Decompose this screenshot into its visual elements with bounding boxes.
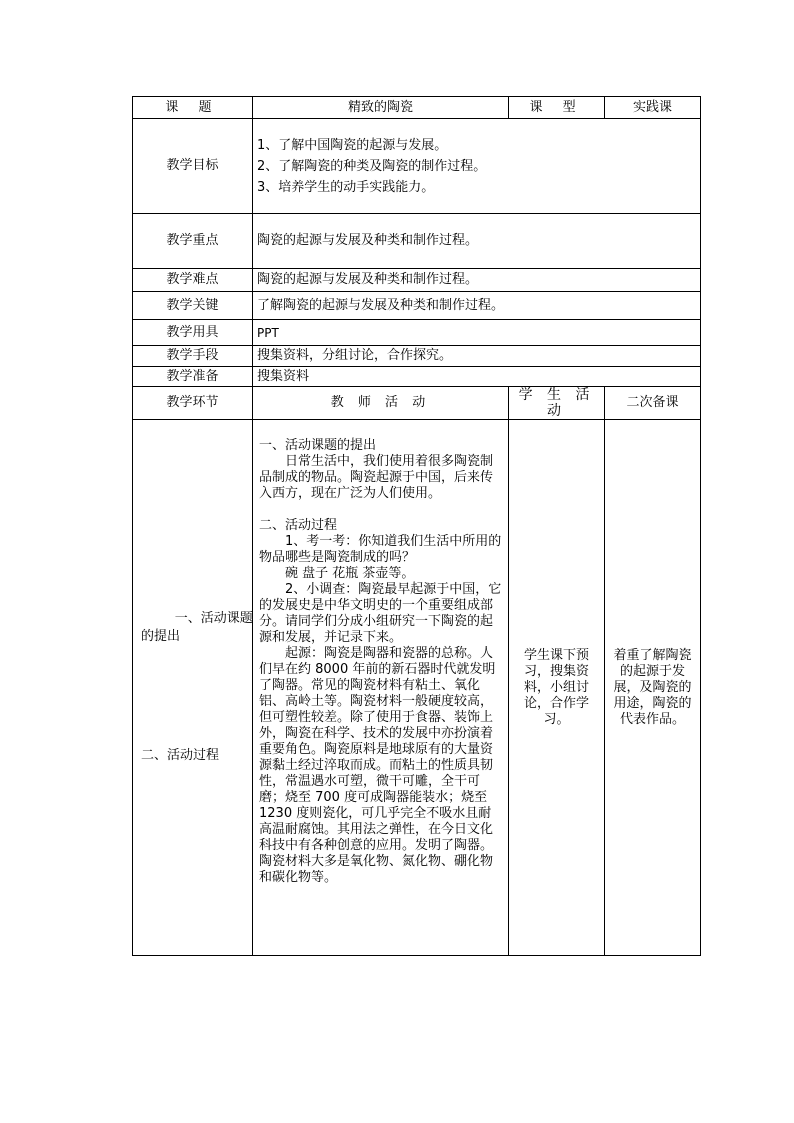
tools-label: 教学用具 [133,320,253,346]
section-1-text: 日常生活中，我们使用着很多陶瓷制品制成的物品。陶瓷起源于中国，后来传入西方，现在广泛为人们使用。 [259,454,494,501]
key-value: 了解陶瓷的起源与发展及种类和制作过程。 [253,292,701,320]
teacher-column-header: 教 师 活 动 [253,387,509,420]
preparation-value: 搜集资料 [253,367,701,387]
question-2: 2、小调查：陶瓷最早起源于中国，它的发展史是中华文明史的一个重要组成部分。请同学们分成小组研究一下陶瓷的起源和发展，并记录下来。 [259,582,502,645]
stage-1-label: 一、活动课题的提出 [141,611,253,644]
section-1-title: 一、活动课题的提出 [259,438,377,453]
second-prep-column-header: 二次备课 [605,387,701,420]
key-label: 教学关键 [133,292,253,320]
activity-row [133,420,701,956]
preparation-row [133,367,701,387]
key-row [133,292,701,320]
origin-text: 起源：陶瓷是陶器和瓷器的总称。人们早在约 8000 年前的新石器时代就发明了陶器。常见的陶瓷材料有粘土、氧化铝、高岭土等。陶瓷材料一般硬度较高，但可塑性较差。除了使用于食器、装饰上外，陶瓷在科学、技术的发展中亦扮演着重要角色。陶瓷原料是地球原有的大量资源黏土经过淬取而成。而粘土的性质具韧性，常温遇水可塑，微干可雕，全干可磨；烧至 700 度可成陶器能装水；烧至 1230 度则瓷化，可几乎完全不吸水且耐高温耐腐蚀。其用法之弹性，在今日文化科技中有各种创意的应用。发明了陶器。陶瓷材料大多是氧化物、氮化物、硼化物和碳化物等。 [259,646,496,885]
stage-cell [133,420,253,956]
topic-value: 精致的陶瓷 [253,97,509,119]
lesson-plan-table [132,96,701,956]
column-header-row [133,387,701,420]
header-row [133,97,701,119]
goal-item: 1、了解中国陶瓷的起源与发展。 [257,137,448,153]
section-2-title: 二、活动过程 [259,518,338,533]
teacher-activity-cell [253,420,509,956]
type-label: 课 型 [509,97,605,119]
goals-list [253,119,701,214]
second-prep-cell: 着重了解陶瓷的起源于发展，及陶瓷的用途，陶瓷的代表作品。 [605,420,701,956]
question-1-answer: 碗 盘子 花瓶 茶壶等。 [285,566,415,581]
question-1: 1、考一考：你知道我们生活中所用的物品哪些是陶瓷制成的吗？ [259,534,502,565]
preparation-label: 教学准备 [133,367,253,387]
goals-label: 教学目标 [133,119,253,214]
student-activity-cell: 学生课下预习，搜集资料，小组讨论，合作学习。 [509,420,605,956]
type-value: 实践课 [605,97,701,119]
methods-value: 搜集资料，分组讨论，合作探究。 [253,346,701,367]
goal-item: 2、了解陶瓷的种类及陶瓷的制作过程。 [257,158,487,174]
student-column-header: 学 生 活 动 [509,387,605,420]
difficulties-row [133,269,701,292]
goal-item: 3、培养学生的动手实践能力。 [257,179,435,195]
stage-2-label: 二、活动过程 [141,748,220,763]
key-points-label: 教学重点 [133,214,253,269]
goals-row [133,119,701,214]
stage-column-header: 教学环节 [133,387,253,420]
key-points-row [133,214,701,269]
tools-row [133,320,701,346]
methods-label: 教学手段 [133,346,253,367]
topic-label: 课 题 [133,97,253,119]
tools-value: PPT [253,320,701,346]
difficulties-value: 陶瓷的起源与发展及种类和制作过程。 [253,269,701,292]
methods-row [133,346,701,367]
spacer [259,502,504,518]
key-points-value: 陶瓷的起源与发展及种类和制作过程。 [253,214,701,269]
difficulties-label: 教学难点 [133,269,253,292]
